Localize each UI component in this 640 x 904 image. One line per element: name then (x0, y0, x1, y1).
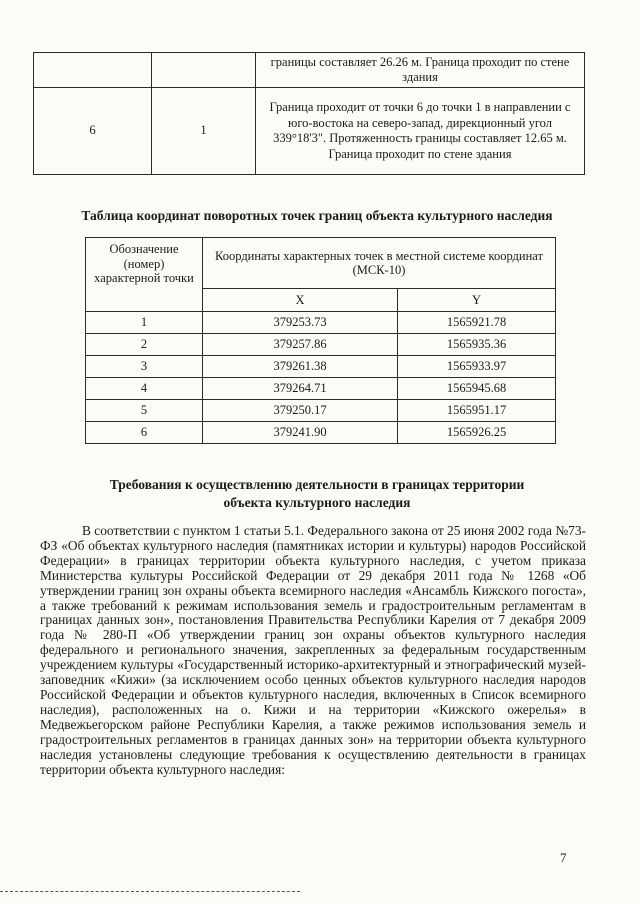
coordinates-header: Координаты характерных точек в местной системе координат (МСК-10) (203, 238, 556, 289)
table-row (86, 312, 556, 334)
table-row (86, 422, 556, 444)
footer-divider (0, 891, 300, 893)
y-coordinate-cell: 1565926.25 (398, 422, 556, 444)
coordinates-table-title: Таблица координат поворотных точек границ объекта культурного наследия (81, 208, 553, 223)
point-to-cell (152, 53, 256, 88)
point-number-cell: 6 (86, 422, 203, 444)
boundary-description-table (33, 52, 585, 175)
y-coordinate-cell: 1565921.78 (398, 312, 556, 334)
table-row (86, 356, 556, 378)
requirements-title (30, 476, 604, 512)
table-row (34, 53, 585, 88)
boundary-description-cell: Граница проходит от точки 6 до точки 1 в направлении с юго-востока на северо-запад, дирекционный угол 339°18'3". Протяженность границы составляет 12.65 м. Граница проходит по стене здания (256, 88, 585, 175)
x-header: X (203, 289, 398, 312)
point-number-cell: 2 (86, 334, 203, 356)
table-row (86, 378, 556, 400)
x-coordinate-cell: 379261.38 (203, 356, 398, 378)
x-coordinate-cell: 379253.73 (203, 312, 398, 334)
point-number-cell: 3 (86, 356, 203, 378)
coordinates-table (85, 237, 556, 444)
x-coordinate-cell: 379257.86 (203, 334, 398, 356)
requirements-paragraph: В соответствии с пунктом 1 статьи 5.1. Федерального закона от 25 июня 2002 года №73-ФЗ «Об объектах культурного наследия (памятниках истории и культуры) народов Российской Федерации» в границах территории объекта культурного наследия, с учетом приказа Министерства культуры Российской Федерации от 29 декабря 2011 года № 1268 «Об утверждении границ зон охраны объекта всемирного наследия «Ансамбль Кижского погоста», а также требований к режимам использования земель и градостроительным регламентам в границах данных зон», постановления Правительства Республики Карелия от 7 декабря 2009 года № 280-П «Об утверждении границ зон охраны объектов культурного наследия федерального и регионального значения, закрепленных за федеральным государственным учреждением культуры «Государственный историко-архитектурный и этнографический музей-заповедник «Кижи» (за исключением особо ценных объектов культурного наследия народов Российской Федерации и объектов культурного наследия, включенных в Список всемирного наследия), расположенных на о. Кижи и на территории «Кижского ожерелья» в Медвежьегорском районе Республики Карелия, а также режимов использования земель и градостроительных регламентов в границах данных зон» на территории объекта культурного наследия установлены следующие требования к осуществлению деятельности в границах территории объекта культурного наследия: (40, 523, 586, 777)
point-from-cell (34, 53, 152, 88)
boundary-description-cell: границы составляет 26.26 м. Граница проходит по стене здания (256, 53, 585, 88)
requirements-title-text: Требования к осуществлению деятельности в границах территории объекта культурного наследия (109, 477, 525, 510)
table-row (86, 400, 556, 422)
point-number-header: Обозначение (номер) характерной точки (86, 238, 203, 312)
table-row (34, 88, 585, 175)
table-header-row (86, 238, 556, 289)
point-to-cell: 1 (152, 88, 256, 175)
x-coordinate-cell: 379264.71 (203, 378, 398, 400)
x-coordinate-cell: 379250.17 (203, 400, 398, 422)
y-header: Y (398, 289, 556, 312)
page-number: 7 (560, 850, 567, 865)
y-coordinate-cell: 1565935.36 (398, 334, 556, 356)
x-coordinate-cell: 379241.90 (203, 422, 398, 444)
y-coordinate-cell: 1565945.68 (398, 378, 556, 400)
table-row (86, 334, 556, 356)
y-coordinate-cell: 1565933.97 (398, 356, 556, 378)
point-number-cell: 4 (86, 378, 203, 400)
point-from-cell: 6 (34, 88, 152, 175)
y-coordinate-cell: 1565951.17 (398, 400, 556, 422)
point-number-cell: 5 (86, 400, 203, 422)
point-number-cell: 1 (86, 312, 203, 334)
